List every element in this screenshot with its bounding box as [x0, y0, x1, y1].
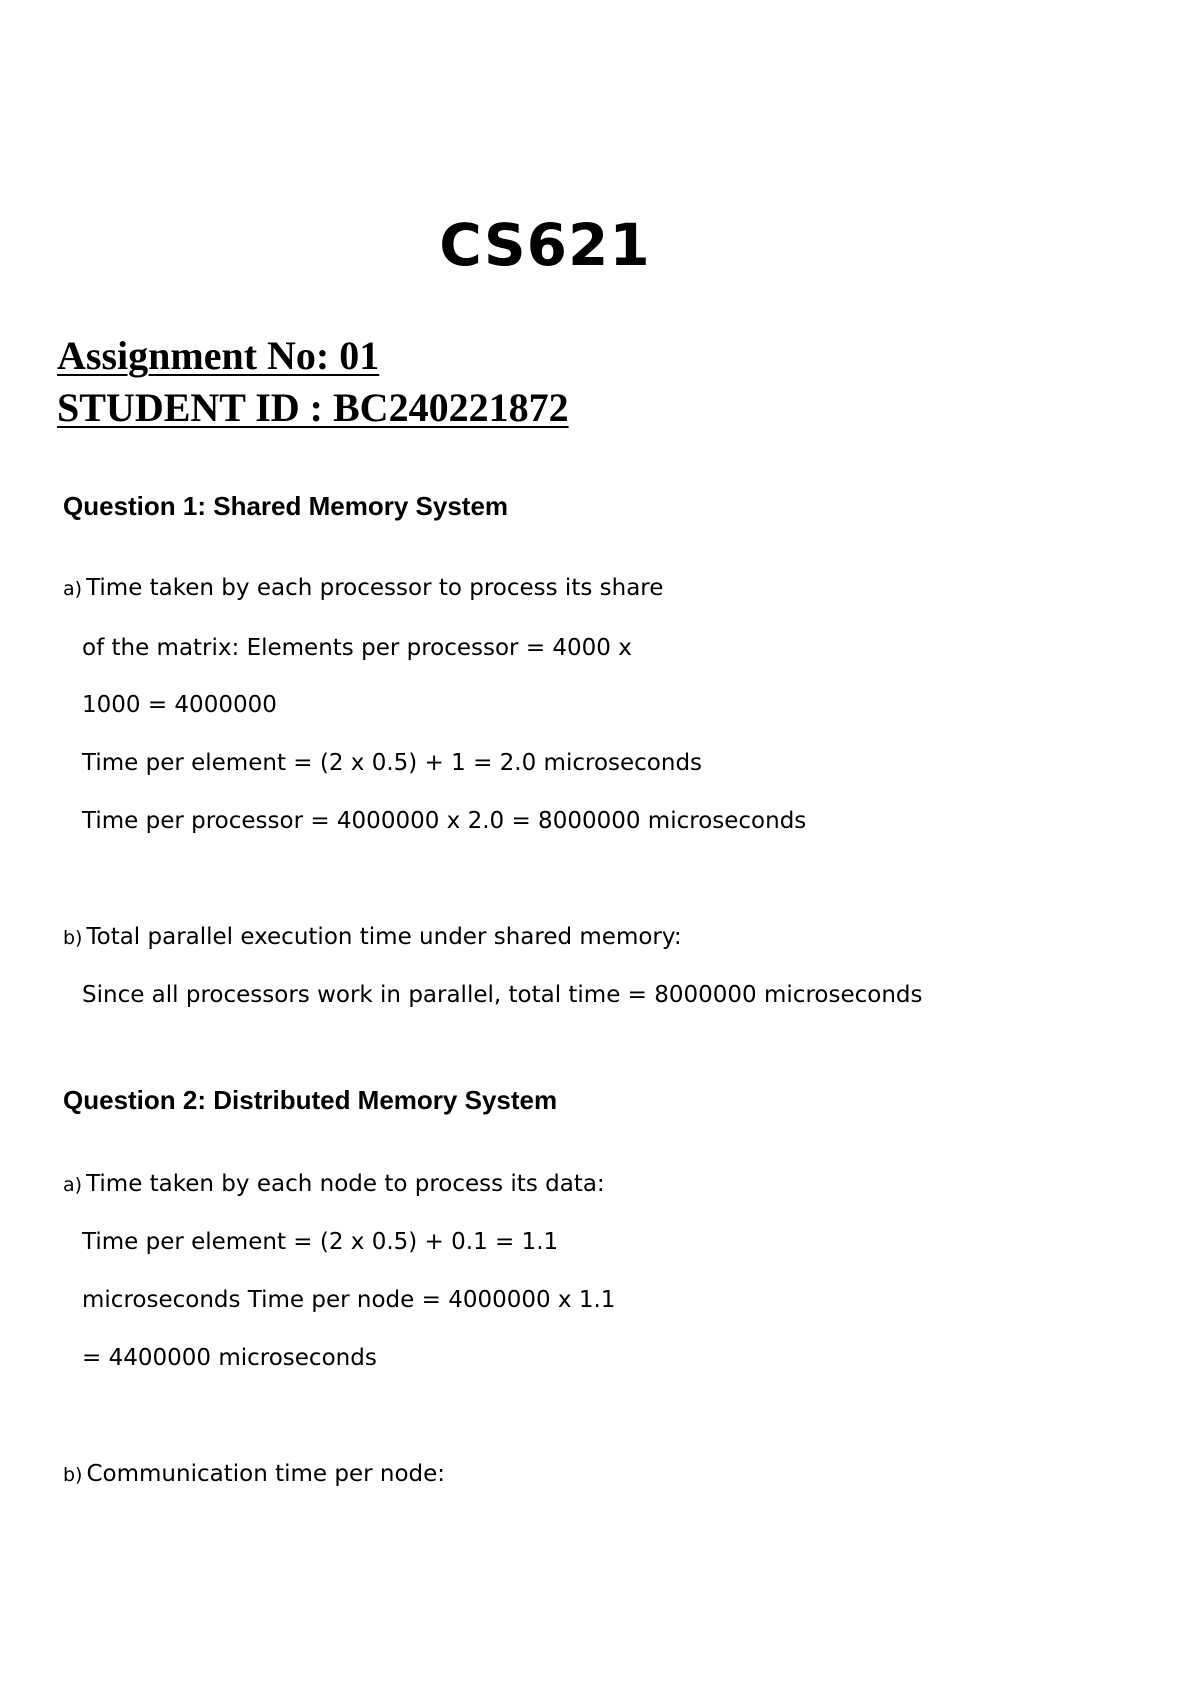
q2-part-a-line: microseconds Time per node = 4000000 x 1.1 [82, 1287, 616, 1313]
q1-part-b-line: Since all processors work in parallel, total time = 8000000 microseconds [82, 982, 923, 1008]
q1-part-a-line: Time per element = (2 x 0.5) + 1 = 2.0 microseconds [82, 750, 703, 776]
q1-part-b-item [63, 922, 682, 953]
question-1-heading: Question 1: Shared Memory System [63, 491, 509, 521]
q1-part-a-line: Time per processor = 4000000 x 2.0 = 8000000 microseconds [82, 808, 807, 834]
q1-part-a-lead: Time taken by each processor to process its share [86, 575, 664, 601]
q1-part-a-line: 1000 = 4000000 [82, 692, 277, 718]
q2-part-b-item [63, 1459, 445, 1490]
assignment-header [57, 330, 569, 434]
q2-part-a-line: = 4400000 microseconds [82, 1345, 377, 1371]
q1-part-b-marker: b) [63, 927, 83, 949]
question-2-heading: Question 2: Distributed Memory System [63, 1085, 558, 1115]
q2-part-b-lead: Communication time per node: [86, 1461, 446, 1487]
q1-part-a-marker: a) [63, 578, 83, 600]
q2-part-a-marker: a) [63, 1174, 83, 1196]
q1-part-b-lead: Total parallel execution time under shared memory: [86, 924, 682, 950]
student-id: STUDENT ID : BC240221872 [57, 385, 569, 430]
q1-part-a-line: of the matrix: Elements per processor = 4000 x [82, 635, 632, 661]
q2-part-a-item [63, 1169, 605, 1200]
assignment-number: Assignment No: 01 [57, 333, 380, 378]
q2-part-a-line: Time per element = (2 x 0.5) + 0.1 = 1.1 [82, 1229, 559, 1255]
course-code-title: CS621 [439, 211, 651, 279]
q2-part-a-lead: Time taken by each node to process its data: [86, 1171, 605, 1197]
q2-part-b-marker: b) [63, 1464, 83, 1486]
q1-part-a-item [63, 573, 663, 604]
